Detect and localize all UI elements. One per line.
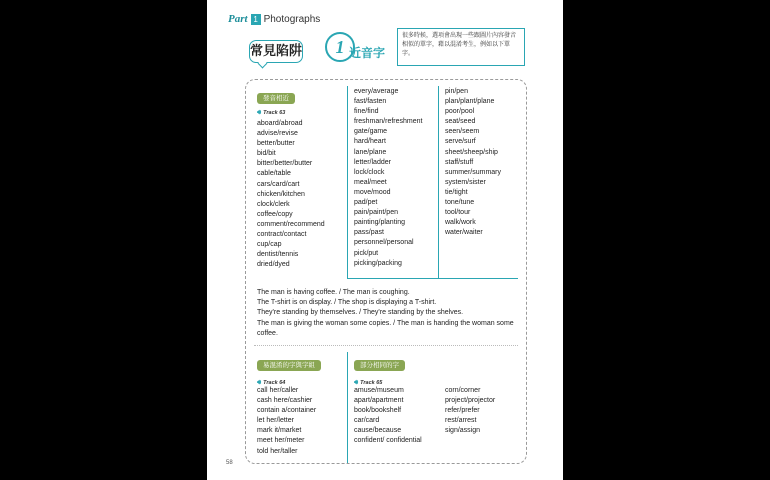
part-title: Photographs [263,13,321,25]
word-item: pain/paint/pen [354,209,398,217]
partial-same-column-1 [354,386,422,447]
word-item: advise/revise [257,130,298,138]
intro-box: 很多時候，選項會出現一些跟圖片內容發音相似的單字，藉以混淆考生，例如以下單字。 [397,28,525,66]
word-item: dentist/tennis [257,251,299,259]
word-item: book/bookshelf [354,407,402,415]
part-number: 1 [251,14,261,25]
track-label: Track 63 [263,109,286,116]
example-sentence: They're standing by themselves. / They're standing by the shelves. [257,309,464,317]
partial-same-tag: 部分相同的字 [354,360,405,371]
word-item: call her/caller [257,387,299,394]
similar-sounds-column-1 [257,119,325,270]
word-item: coffee/copy [257,210,293,218]
page-header [228,13,320,25]
word-item: seen/seem [445,128,480,136]
word-item: meet her/meter [257,437,305,445]
partial-same-column-2 [445,386,495,436]
track-label: Track 64 [263,379,286,386]
word-item: project/projector [445,397,496,405]
word-item: rest/arrest [445,417,477,425]
column-divider [438,86,439,278]
section-title: 近音字 [349,46,386,60]
word-item: aboard/abroad [257,120,303,127]
word-item: pick/put [354,249,379,257]
word-item: cable/table [257,170,291,178]
partial-same-header [354,354,405,387]
speaker-icon: 🔊︎ [354,378,359,386]
word-item: sign/assign [445,427,481,435]
word-item: let her/letter [257,417,294,425]
word-item: cause/because [354,427,402,435]
example-sentence: The man is having coffee. / The man is coughing. [257,289,410,296]
word-item: pass/past [354,229,384,237]
track-63[interactable] [257,108,295,117]
section-divider [347,278,518,279]
word-item: summer/summary [445,168,502,176]
speaker-icon: 🔊︎ [257,378,262,386]
word-item: better/butter [257,140,295,148]
part-label: Part [228,13,248,25]
column-divider [347,352,348,463]
word-item: fast/fasten [354,98,387,106]
common-traps-badge: 常見陷阱 [249,40,303,63]
similar-sounds-header [257,87,295,117]
word-item: personnel/personal [354,239,414,247]
word-item: car/card [354,417,380,425]
word-item: amuse/museum [354,387,404,394]
similar-sounds-column-3 [445,87,501,238]
word-item: plan/plant/plane [445,98,495,106]
word-item: letter/ladder [354,158,391,166]
confusing-phrases-header [257,354,321,387]
word-item: tie/tight [445,188,468,196]
word-item: tone/tune [445,199,475,207]
word-item: picking/packing [354,259,402,267]
word-item: pad/pet [354,199,378,207]
word-item: contain a/container [257,407,317,415]
word-item: confident/ confidential [354,437,422,445]
column-divider [347,86,348,278]
speaker-icon: 🔊︎ [257,108,262,116]
word-item: bid/bit [257,150,276,158]
word-item: water/waiter [445,229,483,237]
word-item: clock/clerk [257,200,290,208]
similar-sounds-column-2 [354,87,422,269]
confusing-phrases-list [257,386,316,457]
word-item: fine/find [354,108,379,116]
word-item: chicken/kitchen [257,190,305,198]
word-item: dried/dyed [257,261,290,269]
word-item: tool/tour [445,209,471,217]
word-item: mark it/market [257,427,302,435]
word-item: lock/clock [354,168,385,176]
word-item: cars/card/cart [257,180,300,188]
example-sentence: The T-shirt is on display. / The shop is displaying a T-shirt. [257,299,437,307]
word-item: meal/meet [354,178,387,186]
book-page [207,0,563,480]
page-number: 58 [226,460,233,466]
word-item: cash here/cashier [257,397,313,405]
confusing-phrases-tag: 易混淆的字與字組 [257,360,321,371]
word-item: contract/contact [257,231,307,239]
word-item: told her/taller [257,447,298,455]
word-item: staff/stuff [445,158,474,166]
section-number: 1 [325,32,355,62]
similar-sounds-tag: 發音相近 [257,93,295,104]
word-item: gate/game [354,128,388,136]
dotted-divider [254,345,518,346]
word-item: seat/seed [445,118,476,126]
word-item: bitter/better/butter [257,160,313,168]
word-item: every/average [354,88,399,95]
word-item: refer/prefer [445,407,480,415]
word-item: sheet/sheep/ship [445,148,498,156]
example-sentences [257,288,523,339]
word-item: move/mood [354,188,391,196]
word-item: freshman/refreshment [354,118,423,126]
word-item: pin/pen [445,88,468,95]
track-label: Track 65 [360,379,383,386]
word-item: hard/heart [354,138,386,146]
word-item: poor/pool [445,108,475,116]
word-item: walk/work [445,219,476,227]
vocabulary-box [245,79,527,464]
word-item: painting/planting [354,219,405,227]
word-item: comment/recommend [257,220,325,228]
example-sentence: The man is giving the woman some copies. / The man is handing the woman some coffee. [257,319,514,337]
word-item: lane/plane [354,148,387,156]
word-item: serve/surf [445,138,476,146]
word-item: apart/apartment [354,397,404,405]
word-item: system/sister [445,178,486,186]
word-item: cup/cap [257,241,282,249]
word-item: corn/corner [445,387,481,394]
